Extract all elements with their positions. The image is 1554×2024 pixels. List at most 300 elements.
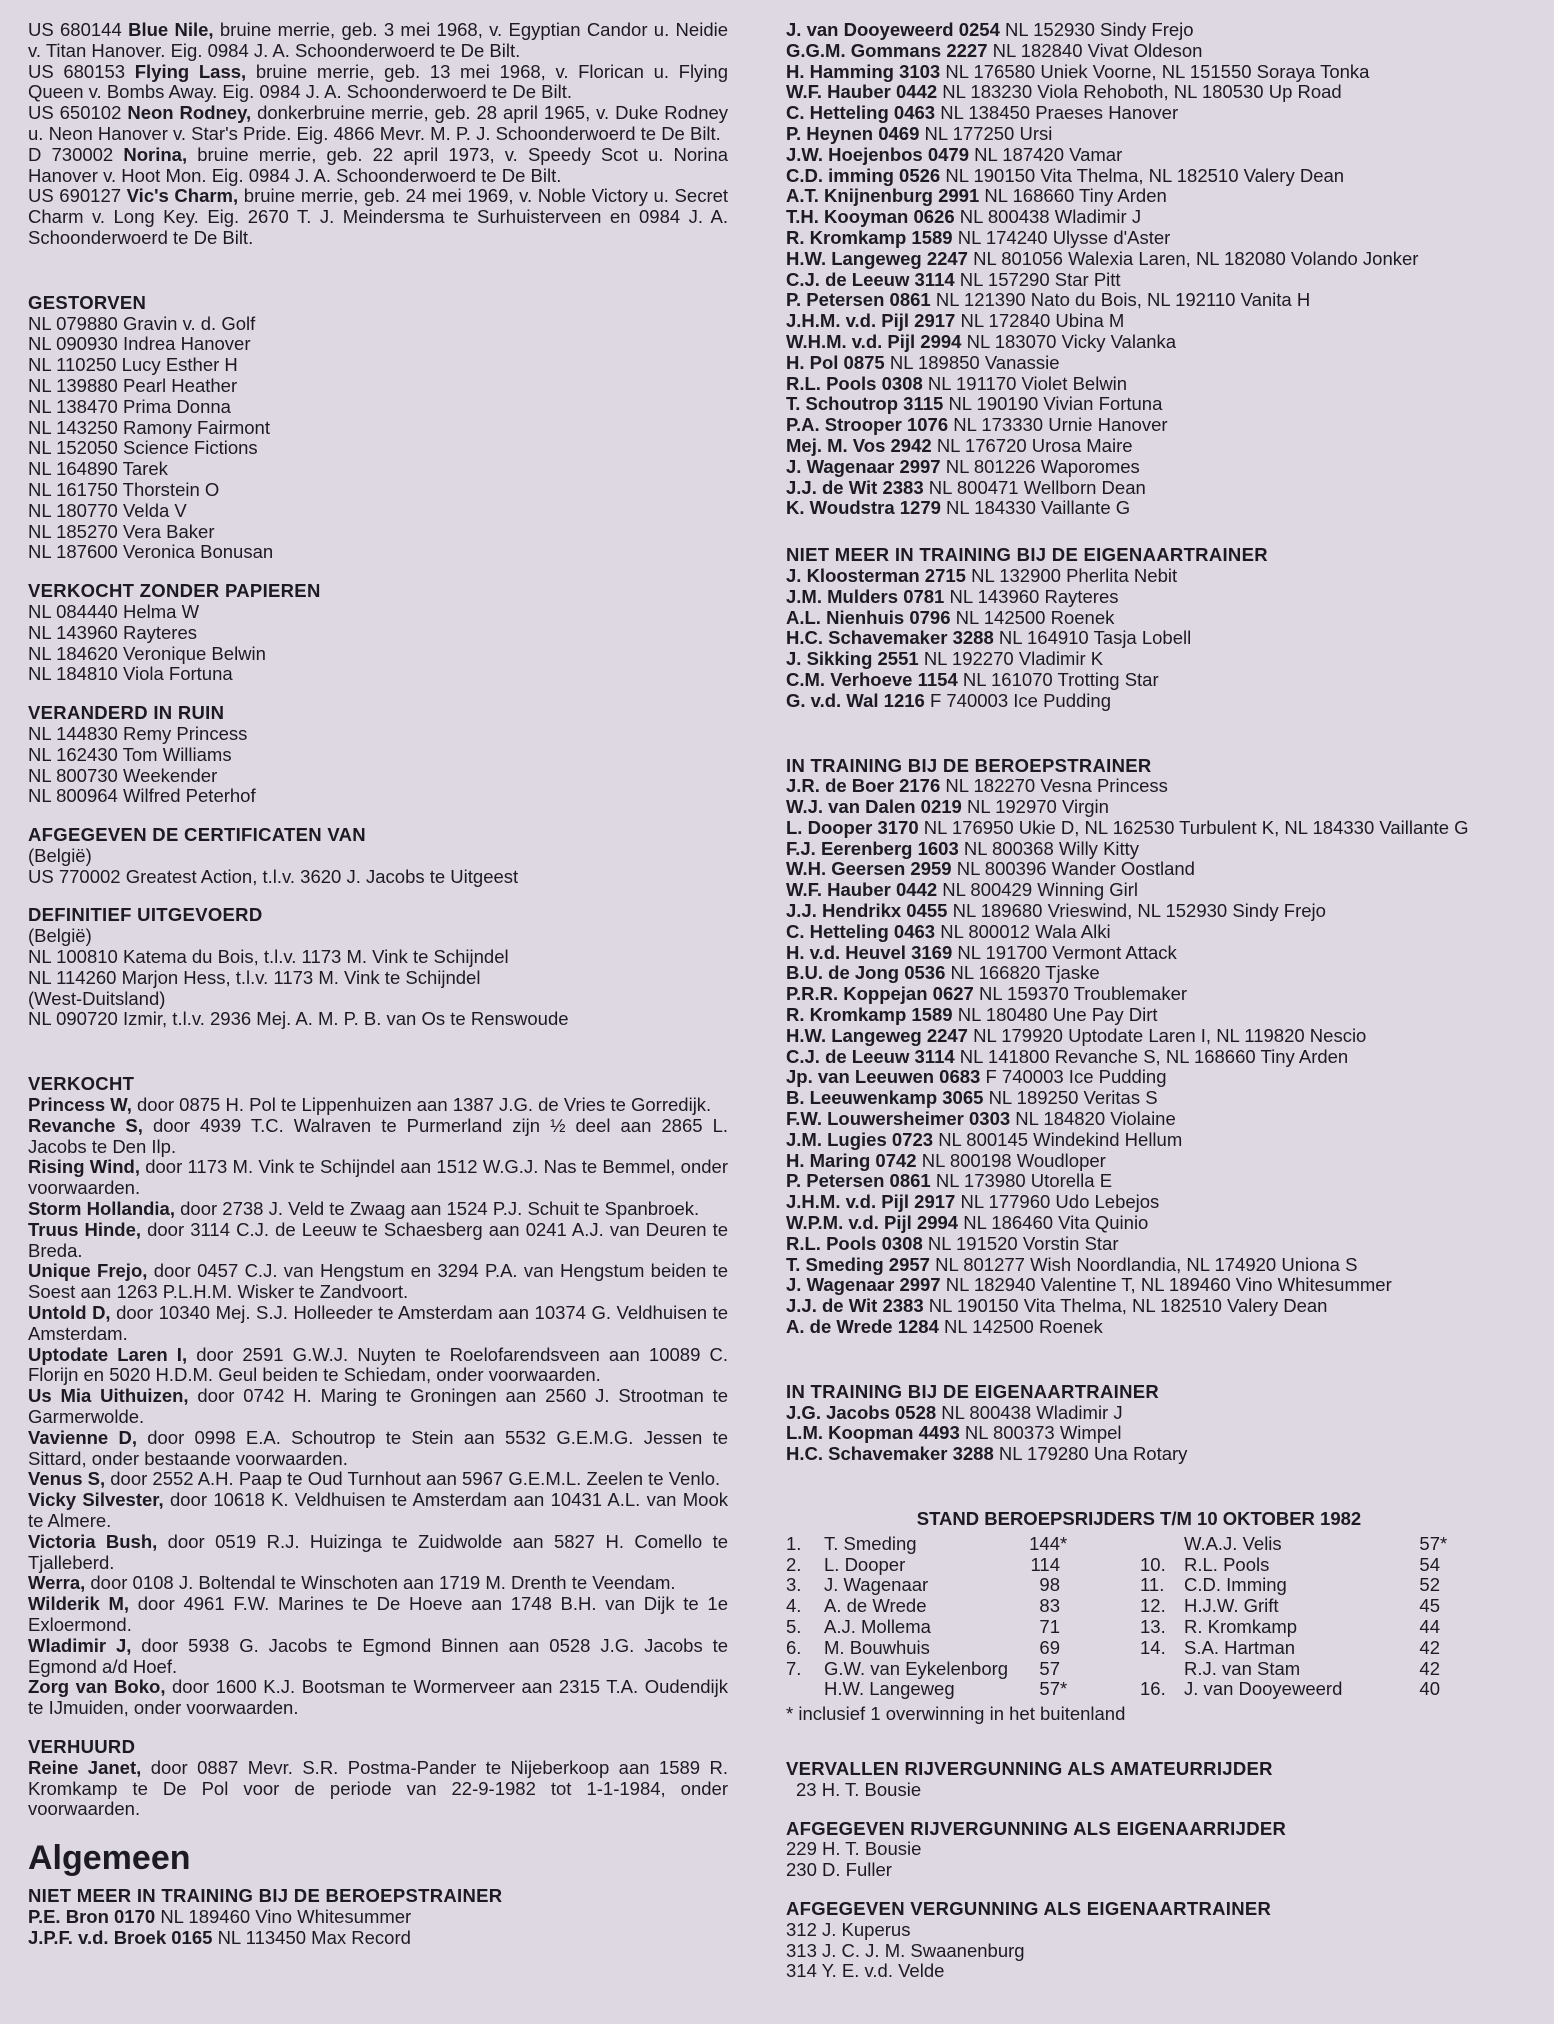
- trainer-name: A.L. Nienhuis 0796: [786, 606, 951, 628]
- trainer-entry: [28, 1907, 728, 1928]
- trainer-name: J. Wagenaar 2997: [786, 455, 941, 477]
- trainer-horses: NL 176580 Uniek Voorne, NL 151550 Soraya Tonka: [945, 60, 1370, 82]
- stand-cell: 54: [1419, 1553, 1440, 1575]
- section-vervallen-rijvergunning: [786, 1759, 1492, 1801]
- trainer-entry: [786, 1213, 1492, 1234]
- trainer-name: J.H.M. v.d. Pijl 2917: [786, 1191, 956, 1213]
- trainer-name: J.M. Mulders 0781: [786, 585, 945, 607]
- section-afgegeven-vergunning: [786, 1899, 1492, 1982]
- trainer-horses: F 740003 Ice Pudding: [985, 1066, 1167, 1088]
- trainer-horses: NL 800368 Willy Kitty: [963, 837, 1140, 859]
- trainer-horses: NL 173330 Urnie Hanover: [953, 414, 1168, 436]
- stand-cell: 57: [1039, 1678, 1060, 1700]
- section-title: NIET MEER IN TRAINING BIJ DE BEROEPSTRAINER: [28, 1885, 503, 1907]
- trainer-name: K. Woudstra 1279: [786, 497, 941, 519]
- horse-name: Werra,: [28, 1572, 86, 1594]
- trainer-name: R. Kromkamp 1589: [786, 1004, 953, 1026]
- horse-name: Unique Frejo,: [28, 1260, 148, 1282]
- horse-entry: [28, 186, 728, 248]
- list-item: NL 084440 Helma W: [28, 600, 200, 622]
- list-item: NL 139880 Pearl Heather: [28, 374, 238, 396]
- list-item: (België): [28, 925, 92, 947]
- sale-entry: [28, 1677, 728, 1719]
- section-title: AFGEGEVEN RIJVERGUNNING ALS EIGENAARRIJDER: [786, 1817, 1287, 1839]
- stand-cell: [1060, 1638, 1080, 1659]
- stand-cell: 42: [1419, 1636, 1440, 1658]
- stand-cell: G.W. van Eykelenborg: [824, 1657, 1009, 1679]
- section-gestorven: [28, 293, 728, 563]
- trainer-name: P. Heynen 0469: [786, 122, 920, 144]
- stand-cell: 7.: [786, 1657, 802, 1679]
- stand-cell: 14.: [1140, 1636, 1166, 1658]
- trainer-entry: [786, 670, 1492, 691]
- trainer-entry: [786, 587, 1492, 608]
- trainer-horses: NL 191170 Violet Belwin: [927, 372, 1128, 394]
- trainer-entry: [786, 62, 1492, 83]
- trainer-name: H. v.d. Heuvel 3169: [786, 941, 953, 963]
- horse-name: Uptodate Laren I,: [28, 1343, 188, 1365]
- trainer-name: J.J. de Wit 2383: [786, 476, 924, 498]
- trainer-horses: NL 800145 Windekind Hellum: [938, 1128, 1183, 1150]
- trainer-name: C. Hetteling 0463: [786, 920, 936, 942]
- stand-cell: 5.: [786, 1615, 802, 1637]
- trainer-name: H. Hamming 3103: [786, 60, 941, 82]
- trainer-entry: [786, 901, 1492, 922]
- trainer-horses: NL 184330 Vaillante G: [946, 497, 1131, 519]
- section-title: VERKOCHT: [28, 1073, 135, 1095]
- section-title: VERVALLEN RIJVERGUNNING ALS AMATEURRIJDER: [786, 1757, 1273, 1779]
- list-item: NL 138470 Prima Donna: [28, 395, 231, 417]
- stand-cell: H.J.W. Grift: [1184, 1595, 1279, 1617]
- trainer-entry: [786, 1151, 1492, 1172]
- horse-name: Vicky Silvester,: [28, 1489, 164, 1511]
- list-item: 313 J. C. J. M. Swaanenburg: [786, 1939, 1025, 1961]
- trainer-name: C.J. de Leeuw 3114: [786, 268, 955, 290]
- trainer-entry: [786, 82, 1492, 103]
- trainer-name: H.W. Langeweg 2247: [786, 247, 968, 269]
- trainer-horses: NL 191700 Vermont Attack: [957, 941, 1177, 963]
- stand-cell: [1440, 1596, 1460, 1617]
- trainer-name: W.H. Geersen 2959: [786, 858, 952, 880]
- trainer-horses: NL 801226 Waporomes: [945, 455, 1140, 477]
- trainer-horses: NL 113450 Max Record: [217, 1926, 411, 1948]
- stand-cell: T. Smeding: [824, 1532, 917, 1554]
- stand-cell: 57: [1039, 1657, 1060, 1679]
- list-item: NL 144830 Remy Princess: [28, 722, 248, 744]
- trainer-entry: [786, 1171, 1492, 1192]
- list-item: NL 152050 Science Fictions: [28, 437, 258, 459]
- horse-name: Untold D,: [28, 1302, 111, 1324]
- trainer-name: Jp. van Leeuwen 0683: [786, 1066, 981, 1088]
- trainer-name: J. Sikking 2551: [786, 648, 919, 670]
- trainer-entry: [786, 963, 1492, 984]
- section-in-training-beroepstrainer: [786, 756, 1492, 1338]
- sale-text: door 2552 A.H. Paap te Oud Turnhout aan 5967 G.E.M.L. Zeelen te Venlo.: [110, 1468, 721, 1490]
- trainer-entry: [28, 1928, 728, 1949]
- horse-description: bruine merrie, geb. 3 mei 1968, v. Egyptian Candor u. Neidie v. Titan Hanover. Eig. 0984 J. A. Schoonderwoerd te De Bilt.: [28, 19, 729, 61]
- sale-text: door 4961 F.W. Marines te De Hoeve aan 1748 B.H. van Dijk te 1e Exloermond.: [28, 1593, 728, 1635]
- trainer-horses: NL 157290 Star Pitt: [959, 268, 1121, 290]
- trainer-horses: NL 174240 Ulysse d'Aster: [957, 226, 1171, 248]
- trainer-name: B.U. de Jong 0536: [786, 962, 946, 984]
- trainer-entry: [786, 1088, 1492, 1109]
- trainer-entry: [786, 498, 1492, 519]
- sale-text: door 10618 K. Veldhuisen te Amsterdam aan 10431 A.L. van Mook te Almere.: [28, 1489, 729, 1531]
- stand-cell: H.W. Langeweg: [824, 1678, 955, 1700]
- stand-cell: 2.: [786, 1553, 802, 1575]
- stand-row: [786, 1679, 1460, 1700]
- trainer-horses: NL 159370 Troublemaker: [978, 983, 1188, 1005]
- horse-name: Reine Janet,: [28, 1756, 142, 1778]
- sale-entry: [28, 1220, 728, 1262]
- list-item: NL 184810 Viola Fortuna: [28, 663, 233, 685]
- trainer-horses: NL 189680 Vrieswind, NL 152930 Sindy Frejo: [952, 900, 1326, 922]
- trainer-horses: NL 192270 Vladimir K: [923, 648, 1104, 670]
- algemeen-heading: Algemeen: [28, 1839, 191, 1878]
- trainer-horses: NL 183070 Vicky Valanka: [966, 330, 1177, 352]
- trainer-name: J. Wagenaar 2997: [786, 1274, 941, 1296]
- stand-cell: [1080, 1638, 1140, 1659]
- trainer-entry: [786, 1403, 1492, 1424]
- trainer-entry: [786, 859, 1492, 880]
- trainer-name: J.H.M. v.d. Pijl 2917: [786, 310, 956, 332]
- sale-entry: [28, 1199, 728, 1220]
- stand-row: [786, 1659, 1460, 1680]
- trainer-entry: [786, 797, 1492, 818]
- right-column: [786, 20, 1492, 2000]
- section-title: DEFINITIEF UITGEVOERD: [28, 904, 263, 926]
- trainer-horses: NL 166820 Tjaske: [950, 962, 1100, 984]
- trainer-horses: NL 189250 Veritas S: [988, 1087, 1158, 1109]
- stand-cell: 10.: [1140, 1553, 1166, 1575]
- list-item: NL 090720 Izmir, t.l.v. 2936 Mej. A. M. P. B. van Os te Renswoude: [28, 1008, 569, 1030]
- section-niet-meer-eigenaartrainer: [786, 545, 1492, 711]
- stand-cell: C.D. Imming: [1184, 1574, 1287, 1596]
- trainer-entry: [786, 1026, 1492, 1047]
- section-title: NIET MEER IN TRAINING BIJ DE EIGENAARTRAINER: [786, 544, 1268, 566]
- trainer-name: H. Maring 0742: [786, 1149, 917, 1171]
- trainer-name: W.J. van Dalen 0219: [786, 796, 962, 818]
- stand-cell: 45: [1419, 1595, 1440, 1617]
- sale-text: door 10340 Mej. S.J. Holleeder te Amsterdam aan 10374 G. Veldhuisen te Amsterdam.: [28, 1302, 728, 1344]
- sale-text: door 4939 T.C. Walraven te Purmerland zijn ½ deel aan 2865 L. Jacobs te Den Ilp.: [28, 1114, 728, 1157]
- horse-entry: [28, 20, 728, 62]
- list-item: 230 D. Fuller: [786, 1859, 892, 1881]
- list-item: 23 H. T. Bousie: [796, 1778, 922, 1800]
- sale-entry: [28, 1594, 728, 1636]
- list-item: NL 114260 Marjon Hess, t.l.v. 1173 M. Vink te Schijndel: [28, 966, 481, 988]
- stand-cell: 11.: [1140, 1574, 1165, 1596]
- horse-registrations: [28, 20, 728, 249]
- stand-cell: W.A.J. Velis: [1184, 1532, 1282, 1554]
- horse-name: Wilderik M,: [28, 1593, 130, 1615]
- list-item: (België): [28, 844, 92, 866]
- stand-cell: [1080, 1596, 1140, 1617]
- trainer-name: W.P.M. v.d. Pijl 2994: [786, 1212, 959, 1234]
- trainer-horses: NL 142500 Roenek: [955, 606, 1115, 628]
- trainer-horses: NL 190150 Vita Thelma, NL 182510 Valery Dean: [928, 1295, 1328, 1317]
- sale-entry: [28, 1261, 728, 1303]
- stand-cell: 44: [1419, 1615, 1440, 1637]
- trainer-name: W.F. Hauber 0442: [786, 879, 938, 901]
- list-item: 312 J. Kuperus: [786, 1918, 911, 1940]
- stand-cell: 1.: [786, 1532, 802, 1554]
- trainer-name: J.J. Hendrikx 0455: [786, 900, 948, 922]
- horse-entry: [28, 62, 728, 104]
- stand-row: [786, 1534, 1460, 1555]
- stand-row: [786, 1555, 1460, 1576]
- stand-cell: [1060, 1575, 1080, 1596]
- stand-cell: A. de Wrede: [824, 1595, 927, 1617]
- trainer-horses: NL 800438 Wladimir J: [959, 206, 1142, 228]
- trainer-name: L. Dooper 3170: [786, 816, 919, 838]
- trainer-entry: [786, 1109, 1492, 1130]
- trainer-name: C.D. imming 0526: [786, 164, 941, 186]
- section-title: VERHUURD: [28, 1735, 136, 1757]
- stand-cell: [1440, 1575, 1460, 1596]
- list-item: NL 184620 Veronique Belwin: [28, 642, 266, 664]
- stand-cell: 16.: [1140, 1678, 1166, 1700]
- trainer-name: T.H. Kooyman 0626: [786, 206, 955, 228]
- trainer-name: J.G. Jacobs 0528: [786, 1401, 937, 1423]
- stand-cell: [786, 1679, 824, 1700]
- trainer-entry: [786, 457, 1492, 478]
- stand-cell: [1060, 1555, 1080, 1576]
- stand-cell: 4.: [786, 1595, 802, 1617]
- trainer-entry: [786, 691, 1492, 712]
- trainer-horses: NL 187420 Vamar: [974, 143, 1123, 165]
- trainer-name: G. v.d. Wal 1216: [786, 689, 925, 711]
- trainer-horses: NL 800012 Wala Alki: [940, 920, 1111, 942]
- trainer-entry: [786, 41, 1492, 62]
- sale-entry: [28, 1490, 728, 1532]
- sale-entry: [28, 1157, 728, 1199]
- list-item: NL 161750 Thorstein O: [28, 478, 220, 500]
- trainer-horses: NL 190190 Vivian Fortuna: [948, 393, 1163, 415]
- horse-name: Us Mia Uithuizen,: [28, 1385, 189, 1407]
- stand-cell: 114: [1030, 1553, 1060, 1575]
- trainer-horses: NL 183230 Viola Rehoboth, NL 180530 Up Road: [942, 81, 1342, 103]
- trainer-horses: NL 161070 Trotting Star: [962, 668, 1159, 690]
- trainer-entry: [786, 290, 1492, 311]
- trainer-entry: [786, 922, 1492, 943]
- trainer-horses: NL 801056 Walexia Laren, NL 182080 Volando Jonker: [973, 247, 1419, 269]
- trainer-entry: [786, 374, 1492, 395]
- horse-name: Truus Hinde,: [28, 1218, 141, 1240]
- section-afgegeven-certificaten: [28, 825, 728, 887]
- trainer-horses: NL 143960 Rayteres: [949, 585, 1119, 607]
- stand-cell: [1140, 1534, 1184, 1555]
- list-item: NL 110250 Lucy Esther H: [28, 354, 238, 376]
- trainer-name: C.J. de Leeuw 3114: [786, 1045, 955, 1067]
- trainer-horses: NL 189850 Vanassie: [889, 351, 1060, 373]
- stand-cell: *: [1440, 1532, 1448, 1554]
- horse-name: Venus S,: [28, 1468, 106, 1490]
- sale-text: door 3114 C.J. de Leeuw te Schaesberg aan 0241 A.J. van Deuren te Breda.: [28, 1218, 729, 1261]
- horse-name: Vic's Charm,: [126, 185, 239, 207]
- section-veranderd-in-ruin: [28, 703, 728, 807]
- sale-text: door 2591 G.W.J. Nuyten te Roelofarendsveen aan 10089 C. Florijn en 5020 H.D.M. Geul beiden te Schiedam, onder voorwaarden.: [28, 1343, 728, 1386]
- trainer-name: J.R. de Boer 2176: [786, 775, 941, 797]
- list-item: NL 180770 Velda V: [28, 499, 187, 521]
- trainer-entry: [786, 166, 1492, 187]
- trainer-horses: NL 800429 Winning Girl: [942, 879, 1139, 901]
- stand-cell: L. Dooper: [824, 1553, 906, 1575]
- trainer-entry: [786, 1005, 1492, 1026]
- list-item: NL 090930 Indrea Hanover: [28, 333, 251, 355]
- trainer-entry: [786, 207, 1492, 228]
- stand-cell: [1060, 1617, 1080, 1638]
- stand-cell: 6.: [786, 1636, 802, 1658]
- section-title: GESTORVEN: [28, 291, 147, 313]
- stand-cell: R. Kromkamp: [1184, 1615, 1298, 1637]
- stand-cell: R.J. van Stam: [1184, 1657, 1301, 1679]
- list-item: NL 800964 Wilfred Peterhof: [28, 785, 256, 807]
- stand-cell: 3.: [786, 1574, 802, 1596]
- stand-cell: 12.: [1140, 1595, 1166, 1617]
- stand-cell: 144: [1029, 1532, 1060, 1554]
- horse-name: Rising Wind,: [28, 1156, 140, 1178]
- stand-title: STAND BEROEPSRIJDERS T/M 10 OKTOBER 1982: [916, 1508, 1362, 1529]
- sale-entry: [28, 1116, 728, 1158]
- section-title: VERKOCHT ZONDER PAPIEREN: [28, 580, 321, 602]
- stand-cell: [1060, 1596, 1080, 1617]
- trainer-horses: NL 132900 Pherlita Nebit: [971, 564, 1178, 586]
- trainer-name: T. Schoutrop 3115: [786, 393, 944, 415]
- stand-cell: S.A. Hartman: [1184, 1636, 1296, 1658]
- sale-text: door 0519 R.J. Huizinga te Zuidwolde aan 5827 H. Comello te Tjalleberd.: [28, 1530, 728, 1573]
- sale-text: door 0887 Mevr. S.R. Postma-Pander te Nijeberkoop aan 1589 R. Kromkamp te De Pol voor de periode van 22-9-1982 tot 1-1-1984, onder voorwaarden.: [28, 1756, 728, 1820]
- trainer-name: J. Kloosterman 2715: [786, 564, 966, 586]
- trainer-horses: NL 176950 Ukie D, NL 162530 Turbulent K, NL 184330 Vaillante G: [923, 816, 1469, 838]
- trainer-horses: NL 142500 Roenek: [944, 1316, 1103, 1338]
- stand-cell: 40: [1419, 1678, 1440, 1700]
- trainer-name: W.F. Hauber 0442: [786, 81, 938, 103]
- trainer-entry: [786, 566, 1492, 587]
- trainer-name: A. de Wrede 1284: [786, 1316, 939, 1338]
- section-title: IN TRAINING BIJ DE BEROEPSTRAINER: [786, 754, 1152, 776]
- trainer-entry: [786, 1234, 1492, 1255]
- trainer-entry: [786, 145, 1492, 166]
- horse-code: D 730002: [28, 143, 114, 165]
- trainer-name: J.W. Hoejenbos 0479: [786, 143, 970, 165]
- horse-name: Neon Rodney,: [127, 102, 252, 124]
- trainer-entry: [786, 608, 1492, 629]
- list-item: 229 H. T. Bousie: [786, 1838, 922, 1860]
- trainer-name: B. Leeuwenkamp 3065: [786, 1087, 984, 1109]
- trainer-name: G.G.M. Gommans 2227: [786, 39, 988, 61]
- sale-text: door 0998 E.A. Schoutrop te Stein aan 5532 G.E.M.G. Jessen te Sittard, onder bestaande voorwaarden.: [28, 1426, 728, 1469]
- trainer-entry: [786, 1296, 1492, 1317]
- trainer-horses: NL 182940 Valentine T, NL 189460 Vino Whitesummer: [945, 1274, 1392, 1296]
- sale-text: door 0742 H. Maring te Groningen aan 2560 J. Strootman te Garmerwolde.: [28, 1385, 728, 1428]
- trainer-entry: [786, 1317, 1492, 1338]
- stand-cell: [1440, 1638, 1460, 1659]
- section-in-training-eigenaartrainer: [786, 1382, 1492, 1465]
- sale-text: door 0875 H. Pol te Lippenhuizen aan 1387 J.G. de Vries te Gorredijk.: [137, 1094, 712, 1116]
- stand-cell: [1080, 1659, 1140, 1680]
- stand-cell: 69: [1039, 1636, 1060, 1658]
- section-verhuurd: [28, 1737, 728, 1820]
- trainer-entry: [786, 478, 1492, 499]
- sale-text: door 1600 K.J. Bootsman te Wormerveer aan 2315 T.A. Oudendijk te IJmuiden, onder voorwaarden.: [28, 1676, 728, 1719]
- stand-cell: R.L. Pools: [1184, 1553, 1270, 1575]
- sale-entry: [28, 1095, 728, 1116]
- section-title: IN TRAINING BIJ DE EIGENAARTRAINER: [786, 1380, 1160, 1402]
- stand-cell: [1080, 1534, 1140, 1555]
- sale-entry: [28, 1428, 728, 1470]
- sale-text: door 0457 C.J. van Hengstum en 3294 P.A. van Hengstum beiden te Soest aan 1263 P.L.H.M. Wisker te Zandvoort.: [28, 1260, 728, 1303]
- stand-cell: [1440, 1617, 1460, 1638]
- trainer-entry: [786, 628, 1492, 649]
- trainer-entry: [786, 1444, 1492, 1465]
- section-title: VERANDERD IN RUIN: [28, 702, 225, 724]
- trainer-horses: NL 176720 Urosa Maire: [936, 434, 1133, 456]
- trainer-entry: [786, 880, 1492, 901]
- stand-cell: *: [1060, 1532, 1068, 1554]
- trainer-name: P. Petersen 0861: [786, 1170, 931, 1192]
- trainer-name: H. Pol 0875: [786, 351, 885, 373]
- stand-cell: 71: [1039, 1615, 1060, 1637]
- trainer-horses: NL 184820 Violaine: [1015, 1108, 1176, 1130]
- trainer-horses: NL 190150 Vita Thelma, NL 182510 Valery Dean: [945, 164, 1345, 186]
- trainer-horses: NL 800471 Wellborn Dean: [928, 476, 1146, 498]
- trainer-horses: NL 172840 Ubina M: [960, 310, 1125, 332]
- trainer-name: J.M. Lugies 0723: [786, 1128, 934, 1150]
- stand-cell: J. Wagenaar: [824, 1574, 929, 1596]
- trainer-horses: NL 164910 Tasja Lobell: [998, 627, 1192, 649]
- list-item: NL 143250 Ramony Fairmont: [28, 416, 270, 438]
- horse-name: Wladimir J,: [28, 1634, 132, 1656]
- stand-cell: A.J. Mollema: [824, 1615, 931, 1637]
- list-item: NL 187600 Veronica Bonusan: [28, 541, 274, 563]
- stand-cell: 52: [1419, 1574, 1440, 1596]
- trainer-name: H.W. Langeweg 2247: [786, 1024, 968, 1046]
- horse-code: US 650102: [28, 102, 122, 124]
- trainer-entry: [786, 20, 1492, 41]
- trainer-entry: [786, 332, 1492, 353]
- trainer-horses: NL 186460 Vita Quinio: [963, 1212, 1149, 1234]
- stand-cell: J. van Dooyeweerd: [1184, 1678, 1343, 1700]
- trainer-entry: [786, 249, 1492, 270]
- list-item: 314 Y. E. v.d. Velde: [786, 1960, 945, 1982]
- trainer-name: C.M. Verhoeve 1154: [786, 668, 958, 690]
- trainer-name: H.C. Schavemaker 3288: [786, 1443, 994, 1465]
- section-verkocht-zonder-papieren: [28, 581, 728, 685]
- sale-entry: [28, 1345, 728, 1387]
- horse-name: Flying Lass,: [134, 60, 247, 82]
- horse-name: Zorg van Boko,: [28, 1676, 166, 1698]
- trainer-name: F.W. Louwersheimer 0303: [786, 1108, 1011, 1130]
- trainer-entry: [786, 311, 1492, 332]
- trainer-horses: NL 800396 Wander Oostland: [956, 858, 1195, 880]
- trainer-entry: [786, 649, 1492, 670]
- trainer-entry: [786, 186, 1492, 207]
- list-item: US 770002 Greatest Action, t.l.v. 3620 J. Jacobs te Uitgeest: [28, 865, 519, 887]
- trainer-entry: [786, 394, 1492, 415]
- trainer-horses: NL 800373 Wimpel: [964, 1422, 1122, 1444]
- trainer-name: A.T. Knijnenburg 2991: [786, 185, 980, 207]
- trainer-name: W.H.M. v.d. Pijl 2994: [786, 330, 962, 352]
- trainer-entry: [786, 103, 1492, 124]
- horse-description: donkerbruine merrie, geb. 28 april 1965, v. Duke Rodney u. Neon Hanover v. Star's Pride. Eig. 4866 Mevr. M. P. J. Schoonderwoerd te De Bilt.: [28, 102, 729, 144]
- trainer-horses: NL 192970 Virgin: [966, 796, 1109, 818]
- stand-cell: [1440, 1679, 1460, 1700]
- trainer-entry: [786, 415, 1492, 436]
- horse-name: Revanche S,: [28, 1114, 143, 1136]
- trainer-horses: NL 179920 Uptodate Laren I, NL 119820 Nescio: [973, 1024, 1367, 1046]
- trainer-horses: NL 180480 Une Pay Dirt: [957, 1004, 1158, 1026]
